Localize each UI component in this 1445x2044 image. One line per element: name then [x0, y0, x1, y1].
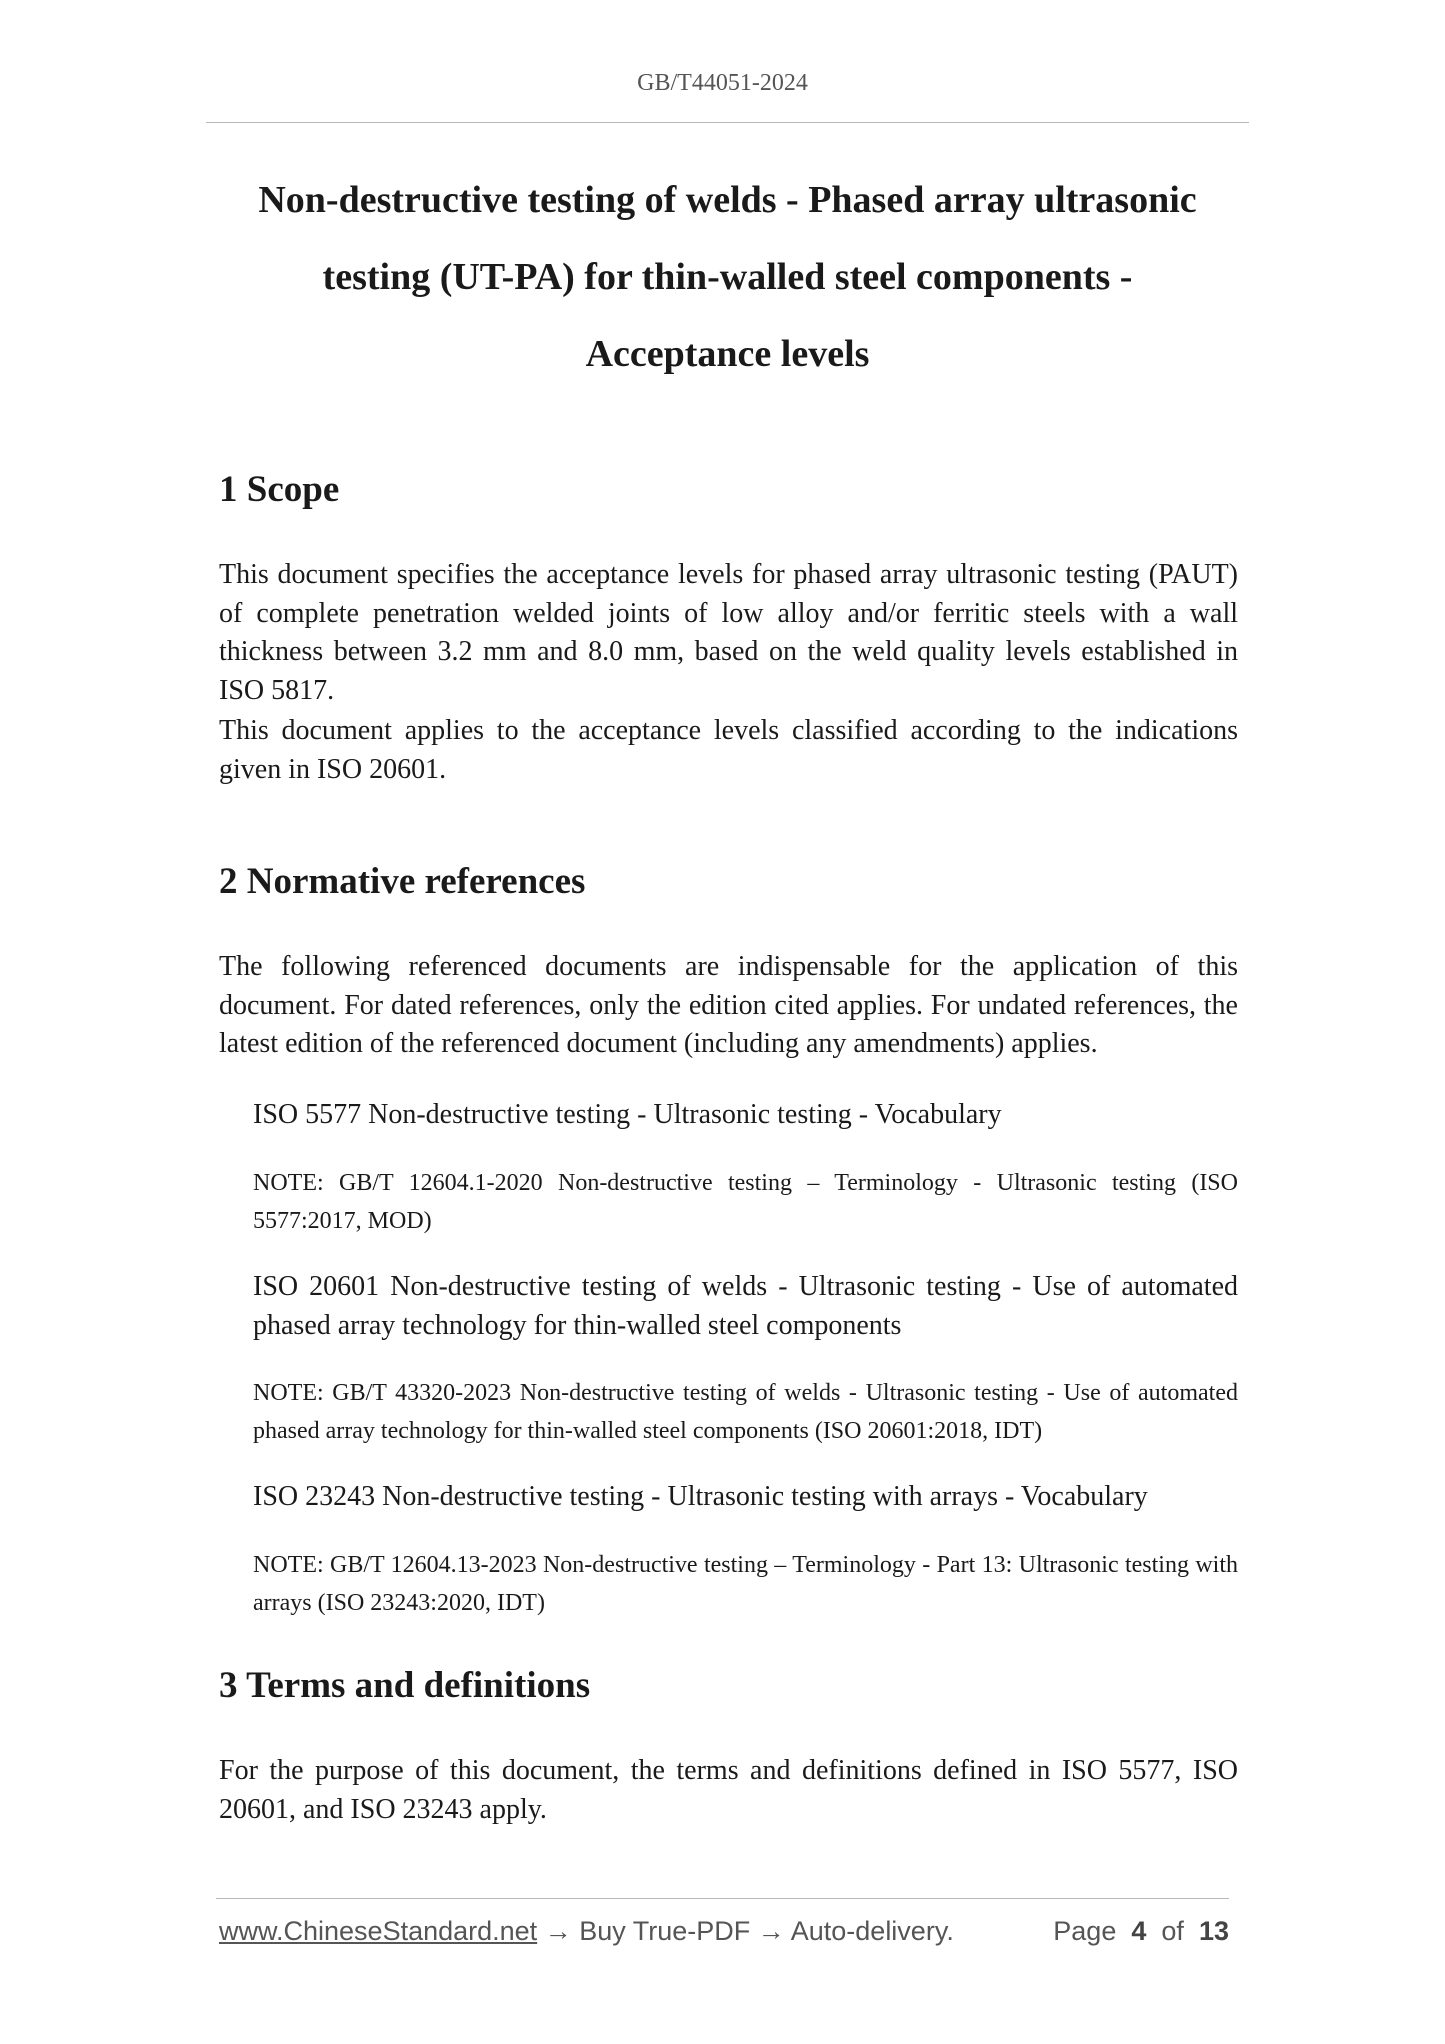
terms-paragraph: For the purpose of this document, the terms and definitions defined in ISO 5577, ISO 20601, and ISO 23243 apply. — [219, 1755, 1238, 1825]
header-rule — [206, 122, 1249, 123]
reference-iso-5577: ISO 5577 Non-destructive testing - Ultrasonic testing - Vocabulary — [253, 1099, 1002, 1130]
title-line: Non-destructive testing of welds - Phased array ultrasonic — [258, 179, 1197, 221]
reference-note: NOTE: GB/T 43320-2023 Non-destructive testing of welds - Ultrasonic testing - Use of automated phased array technology for thin-walled steel components (ISO 20601:2018, IDT) — [253, 1380, 1238, 1444]
page-total: 13 — [1198, 1916, 1229, 1946]
document-title — [206, 162, 1249, 393]
page-of-label: of — [1161, 1916, 1184, 1946]
page-footer — [219, 1916, 1229, 1956]
normative-intro-paragraph: The following referenced documents are indispensable for the application of this document. For dated references, only the edition cited applies. For undated references, the latest edition of the referenced document (including any amendments) applies. — [219, 951, 1238, 1059]
section-heading-terms-and-definitions: 3 Terms and definitions — [219, 1665, 591, 1706]
section-heading-scope: 1 Scope — [219, 469, 340, 510]
reference-note: NOTE: GB/T 12604.1-2020 Non-destructive testing – Terminology - Ultrasonic testing (ISO 5577:2017, MOD) — [253, 1170, 1238, 1234]
scope-paragraph-1: This document specifies the acceptance levels for phased array ultrasonic testing (PAUT) of complete penetration welded joints of low alloy and/or ferritic steels with a wall thickness between 3.2 mm and 8.0 mm, based on the weld quality levels established in ISO 5817. — [219, 559, 1238, 706]
reference-note: NOTE: GB/T 12604.13-2023 Non-destructive testing – Terminology - Part 13: Ultrasonic testing with arrays (ISO 23243:2020, IDT) — [253, 1552, 1238, 1616]
footer-rule — [216, 1898, 1229, 1899]
running-header: GB/T44051-2024 — [637, 70, 808, 96]
page-indicator — [1053, 1916, 1229, 1947]
scope-paragraph-2: This document applies to the acceptance levels classified according to the indications given in ISO 20601. — [219, 715, 1238, 785]
page-current: 4 — [1131, 1916, 1147, 1946]
section-heading-normative-references: 2 Normative references — [219, 861, 586, 902]
reference-iso-20601: ISO 20601 Non-destructive testing of welds - Ultrasonic testing - Use of automated phased array technology for thin-walled steel components — [253, 1271, 1238, 1341]
footer-promo-text: → Buy True-PDF → Auto-delivery. — [537, 1916, 954, 1946]
footer-promo — [219, 1916, 954, 1947]
website-link[interactable]: www.ChineseStandard.net — [219, 1916, 538, 1946]
page-label: Page — [1053, 1916, 1117, 1946]
title-line: Acceptance levels — [585, 333, 870, 375]
reference-iso-23243: ISO 23243 Non-destructive testing - Ultrasonic testing with arrays - Vocabulary — [253, 1481, 1148, 1512]
title-line: testing (UT-PA) for thin-walled steel components - — [322, 256, 1133, 298]
